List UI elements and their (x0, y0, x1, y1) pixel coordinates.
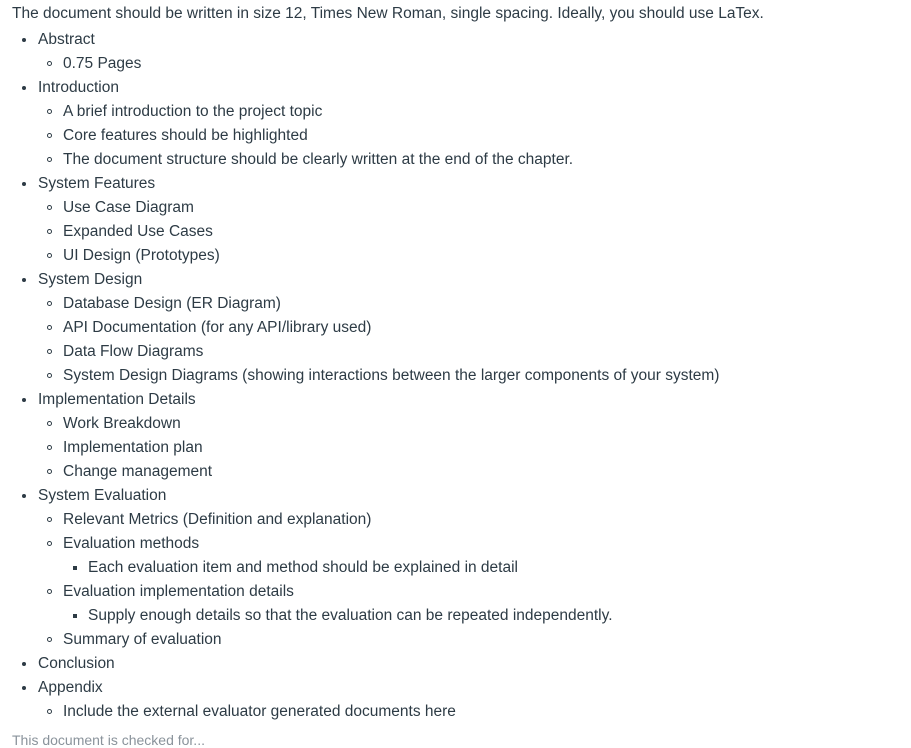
section-conclusion: Conclusion (12, 652, 911, 676)
sub-sublist (37, 556, 911, 580)
sub-subitem: Supply enough details so that the evaluation can be repeated independently. (62, 604, 911, 628)
subitem: Database Design (ER Diagram) (37, 292, 911, 316)
section-implementation-details: Implementation Details (12, 388, 911, 412)
section-appendix: Appendix (12, 676, 911, 700)
sublist (12, 412, 911, 484)
subitem: Work Breakdown (37, 412, 911, 436)
list-item (37, 436, 911, 460)
sublist (12, 100, 911, 172)
list-item (37, 508, 911, 532)
subitem: Core features should be highlighted (37, 124, 911, 148)
subitem: Relevant Metrics (Definition and explanation) (37, 508, 911, 532)
subitem: Evaluation methods (37, 532, 911, 556)
subitem: Summary of evaluation (37, 628, 911, 652)
list-item (37, 148, 911, 172)
list-item (37, 220, 911, 244)
subitem: Include the external evaluator generated documents here (37, 700, 911, 724)
list-item (37, 316, 911, 340)
list-item (37, 628, 911, 652)
subitem: Change management (37, 460, 911, 484)
section-list (12, 28, 911, 724)
list-item (37, 340, 911, 364)
subitem: Implementation plan (37, 436, 911, 460)
list-item (12, 172, 911, 268)
cutoff-text: This document is checked for... (12, 732, 205, 748)
list-item (12, 652, 911, 676)
list-item (37, 580, 911, 628)
list-item (62, 604, 911, 628)
sub-sublist (37, 604, 911, 628)
section-system-design: System Design (12, 268, 911, 292)
sublist (12, 52, 911, 76)
section-system-evaluation: System Evaluation (12, 484, 911, 508)
sublist (12, 292, 911, 388)
section-system-features: System Features (12, 172, 911, 196)
list-item (37, 124, 911, 148)
subitem: Expanded Use Cases (37, 220, 911, 244)
section-introduction: Introduction (12, 76, 911, 100)
sublist (12, 700, 911, 724)
list-item (37, 412, 911, 436)
list-item (37, 52, 911, 76)
list-item (37, 700, 911, 724)
subitem: 0.75 Pages (37, 52, 911, 76)
list-item (37, 532, 911, 580)
list-item (37, 460, 911, 484)
subitem: System Design Diagrams (showing interactions between the larger components of your system) (37, 364, 911, 388)
sub-subitem: Each evaluation item and method should be explained in detail (62, 556, 911, 580)
list-item (37, 100, 911, 124)
sublist (12, 508, 911, 652)
list-item (12, 676, 911, 724)
list-item (12, 268, 911, 388)
subitem: Use Case Diagram (37, 196, 911, 220)
subitem: UI Design (Prototypes) (37, 244, 911, 268)
list-item (37, 364, 911, 388)
sublist (12, 196, 911, 268)
subitem: Data Flow Diagrams (37, 340, 911, 364)
subitem: API Documentation (for any API/library used) (37, 316, 911, 340)
list-item (37, 292, 911, 316)
list-item (37, 244, 911, 268)
list-item (37, 196, 911, 220)
subitem: The document structure should be clearly written at the end of the chapter. (37, 148, 911, 172)
list-item (12, 76, 911, 172)
subitem: A brief introduction to the project topic (37, 100, 911, 124)
list-item (12, 484, 911, 652)
intro-paragraph: The document should be written in size 12, Times New Roman, single spacing. Ideally, you should use LaTex. (12, 5, 764, 22)
list-item (12, 388, 911, 484)
list-item (12, 28, 911, 76)
list-item (62, 556, 911, 580)
section-abstract: Abstract (12, 28, 911, 52)
subitem: Evaluation implementation details (37, 580, 911, 604)
